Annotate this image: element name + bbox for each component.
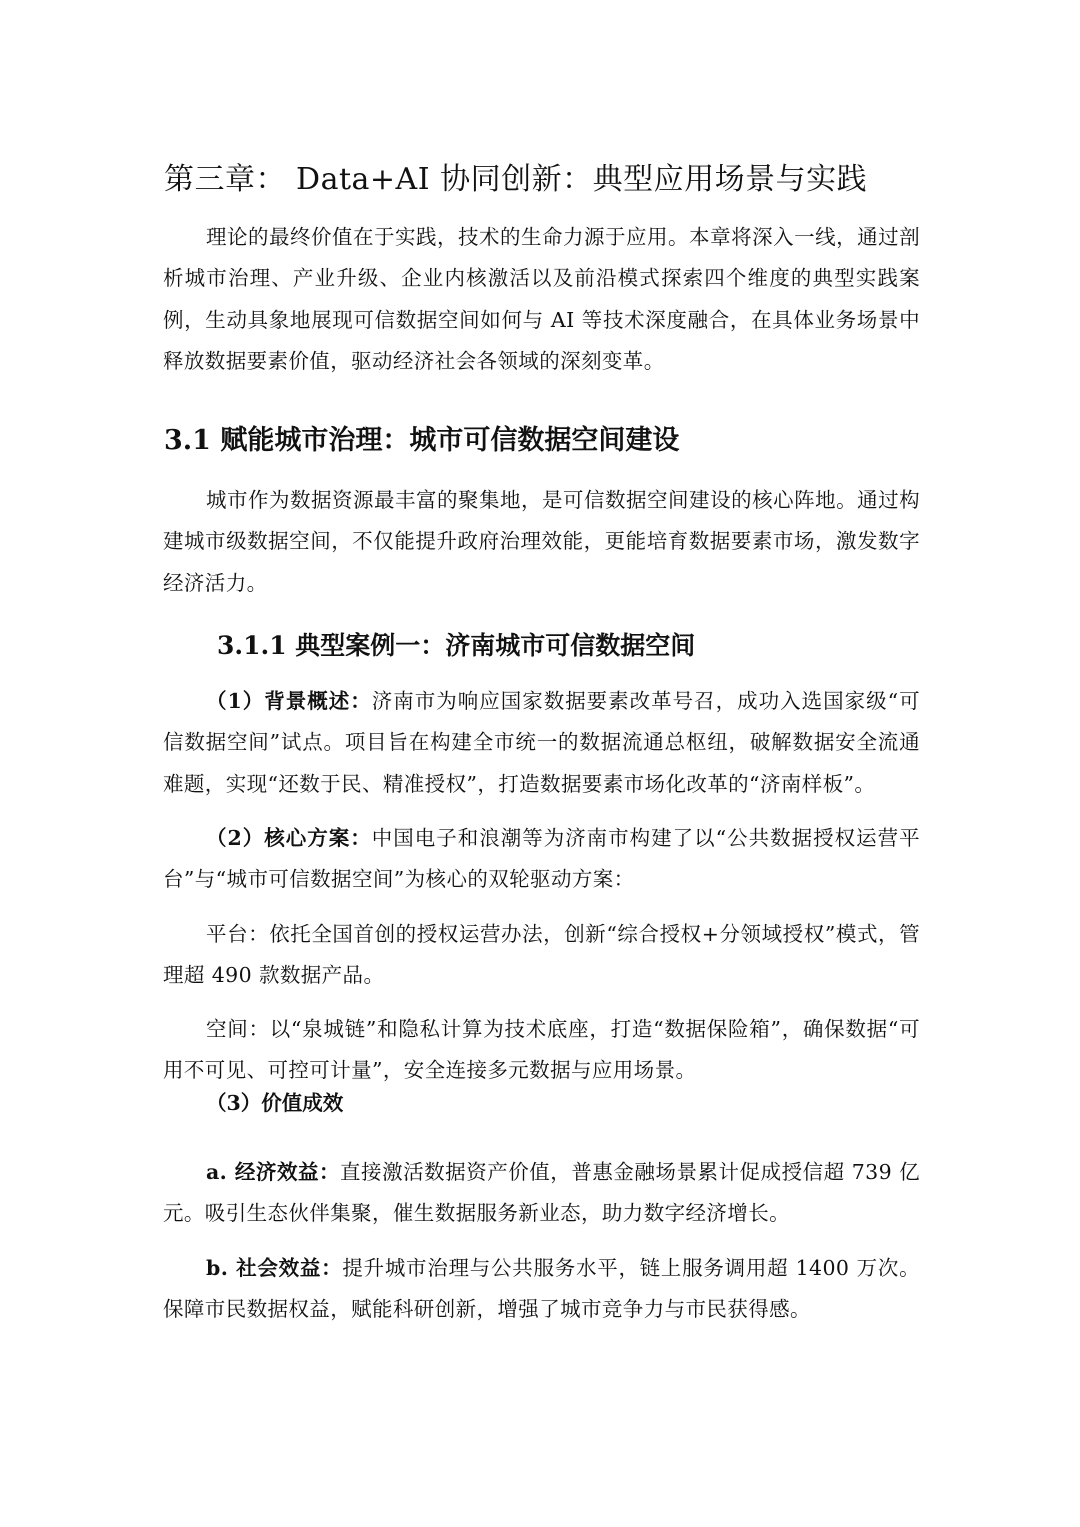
social-benefit-paragraph bbox=[163, 1248, 920, 1331]
economic-text: 直接激活数据资产价值，普惠金融场景累计促成授信超 739 亿元。吸引生态伙伴集聚，催生数据服务新业态，助力数字经济增长。 bbox=[163, 1159, 920, 1225]
background-lead: （1）背景概述： bbox=[206, 688, 372, 713]
subsection-title: 3.1.1 典型案例一：济南城市可信数据空间 bbox=[217, 631, 696, 660]
chapter-title: 第三章： Data+AI 协同创新：典型应用场景与实践 bbox=[164, 162, 868, 198]
value-heading: （3）价值成效 bbox=[206, 1091, 344, 1115]
space-paragraph: 空间：以“泉城链”和隐私计算为技术底座，打造“数据保险箱”，确保数据“可用不可见、可控可计量”，安全连接多元数据与应用场景。 bbox=[163, 1016, 920, 1082]
chapter-intro-paragraph: 理论的最终价值在于实践，技术的生命力源于应用。本章将深入一线，通过剖析城市治理、产业升级、企业内核激活以及前沿模式探索四个维度的典型实践案例，生动具象地展现可信数据空间如何与 AI 等技术深度融合，在具体业务场景中释放数据要素价值，驱动经济社会各领域的深刻变革。 bbox=[163, 224, 920, 373]
economic-lead: a. 经济效益： bbox=[206, 1159, 341, 1184]
solution-text: 中国电子和浪潮等为济南市构建了以“公共数据授权运营平台”与“城市可信数据空间”为核心的双轮驱动方案： bbox=[163, 825, 920, 891]
social-text: 提升城市治理与公共服务水平，链上服务调用超 1400 万次。保障市民数据权益，赋能科研创新，增强了城市竞争力与市民获得感。 bbox=[163, 1255, 921, 1321]
social-lead: b. 社会效益： bbox=[206, 1255, 343, 1280]
solution-paragraph bbox=[163, 818, 920, 901]
section-title: 3.1 赋能城市治理：城市可信数据空间建设 bbox=[164, 425, 680, 457]
background-text: 济南市为响应国家数据要素改革号召，成功入选国家级“可信数据空间”试点。项目旨在构建全市统一的数据流通总枢纽，破解数据安全流通难题，实现“还数于民、精准授权”，打造数据要素市场化改革的“济南样板”。 bbox=[163, 688, 920, 796]
background-paragraph bbox=[163, 681, 920, 806]
section-body-paragraph: 城市作为数据资源最丰富的聚集地，是可信数据空间建设的核心阵地。通过构建城市级数据空间，不仅能提升政府治理效能，更能培育数据要素市场，激发数字经济活力。 bbox=[163, 487, 920, 595]
economic-benefit-paragraph bbox=[163, 1152, 920, 1235]
platform-paragraph: 平台：依托全国首创的授权运营办法，创新“综合授权+分领域授权”模式，管理超 490 款数据产品。 bbox=[163, 921, 920, 987]
solution-lead: （2）核心方案： bbox=[206, 825, 372, 850]
